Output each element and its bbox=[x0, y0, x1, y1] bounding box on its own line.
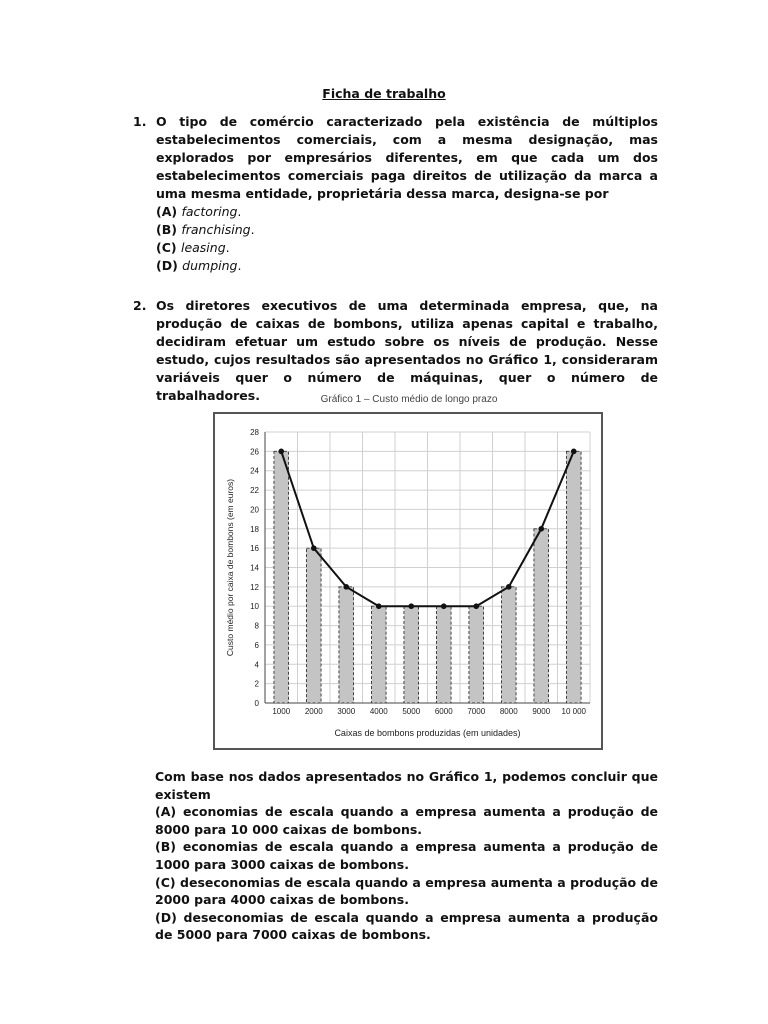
conclusion-option-b: (B) economias de escala quando a empresa aumenta a produção de 1000 para 3000 caixas de bombons. bbox=[155, 839, 658, 872]
question-1-option-d: (D) dumping. bbox=[156, 258, 242, 273]
bar bbox=[469, 606, 484, 703]
data-point bbox=[311, 545, 317, 551]
y-tick-label: 18 bbox=[250, 524, 259, 534]
x-axis-label: Caixas de bombons produzidas (em unidades) bbox=[334, 728, 521, 738]
y-tick-label: 2 bbox=[254, 679, 259, 689]
y-tick-label: 16 bbox=[250, 544, 259, 554]
question-1-text: O tipo de comércio caracterizado pela existência de múltiplos estabelecimentos comerciais, com a mesma designação, mas explorados por empresários diferentes, em que cada um dos estabelecimentos comerciais paga direitos de utilização da marca a uma mesma entidade, proprietária dessa marca, designa-se por bbox=[156, 114, 658, 201]
conclusion-intro: Com base nos dados apresentados no Gráfico 1, podemos concluir que existem bbox=[155, 769, 658, 802]
data-point bbox=[441, 603, 447, 609]
y-tick-label: 12 bbox=[250, 582, 259, 592]
question-2-text: Os diretores executivos de uma determinada empresa, que, na produção de caixas de bombons, utiliza apenas capital e trabalho, decidiram efetuar um estudo sobre os níveis de produção. Nesse estudo, cujos resultados são apresentados no Gráfico 1, consideraram variáveis quer o número de máquinas, quer o número de trabalhadores. bbox=[156, 298, 658, 403]
chart bbox=[215, 414, 601, 748]
x-tick-label: 8000 bbox=[499, 707, 518, 716]
x-tick-label: 1000 bbox=[272, 707, 291, 716]
y-tick-label: 22 bbox=[250, 486, 259, 496]
bar bbox=[404, 606, 419, 703]
y-tick-label: 10 bbox=[250, 602, 259, 612]
data-point bbox=[278, 449, 284, 455]
y-tick-label: 24 bbox=[250, 466, 259, 476]
conclusion-option-a: (A) economias de escala quando a empresa aumenta a produção de 8000 para 10 000 caixas de bombons. bbox=[155, 804, 658, 837]
y-tick-label: 6 bbox=[254, 640, 259, 650]
question-2-conclusion bbox=[155, 768, 658, 944]
question-1 bbox=[133, 113, 658, 275]
question-1-option-a: (A) factoring. bbox=[156, 204, 242, 219]
y-tick-label: 4 bbox=[254, 660, 259, 670]
chart-title: Gráfico 1 – Custo médio de longo prazo bbox=[320, 394, 498, 405]
bar bbox=[534, 529, 549, 703]
question-2-number: 2. bbox=[133, 298, 147, 313]
x-tick-label: 3000 bbox=[337, 707, 356, 716]
bar bbox=[501, 587, 516, 703]
data-point bbox=[506, 584, 512, 590]
bar bbox=[566, 451, 581, 703]
x-tick-label: 9000 bbox=[532, 707, 551, 716]
y-tick-label: 20 bbox=[250, 505, 259, 515]
bar bbox=[371, 606, 386, 703]
page-title: Ficha de trabalho bbox=[322, 86, 446, 101]
y-tick-label: 8 bbox=[254, 621, 259, 631]
data-point bbox=[343, 584, 349, 590]
bar bbox=[436, 606, 451, 703]
data-point bbox=[376, 603, 382, 609]
x-tick-label: 5000 bbox=[402, 707, 421, 716]
question-1-option-b: (B) franchising. bbox=[156, 222, 255, 237]
data-point bbox=[408, 603, 414, 609]
y-tick-label: 28 bbox=[250, 428, 259, 437]
bar bbox=[274, 451, 289, 703]
x-tick-label: 7000 bbox=[467, 707, 486, 716]
y-tick-label: 0 bbox=[254, 699, 259, 708]
data-point bbox=[571, 449, 577, 455]
question-1-option-c: (C) leasing. bbox=[156, 240, 230, 255]
chart-frame bbox=[213, 412, 603, 750]
x-tick-label: 6000 bbox=[434, 707, 453, 716]
bar bbox=[339, 587, 354, 703]
x-tick-label: 2000 bbox=[304, 707, 323, 716]
y-tick-label: 14 bbox=[250, 563, 259, 573]
question-2 bbox=[133, 297, 658, 405]
x-tick-label: 10 000 bbox=[561, 707, 586, 716]
question-1-number: 1. bbox=[133, 114, 147, 129]
conclusion-option-c: (C) deseconomias de escala quando a empresa aumenta a produção de 2000 para 4000 caixas de bombons. bbox=[155, 874, 658, 908]
bar bbox=[306, 548, 321, 703]
y-axis-label: Custo médio por caixa de bombons (em euros) bbox=[225, 478, 235, 657]
y-tick-label: 26 bbox=[250, 447, 259, 457]
x-tick-label: 4000 bbox=[369, 707, 388, 716]
conclusion-option-d: (D) deseconomias de escala quando a empresa aumenta a produção de 5000 para 7000 caixas de bombons. bbox=[155, 909, 658, 943]
data-point bbox=[473, 603, 479, 609]
data-point bbox=[538, 526, 544, 532]
